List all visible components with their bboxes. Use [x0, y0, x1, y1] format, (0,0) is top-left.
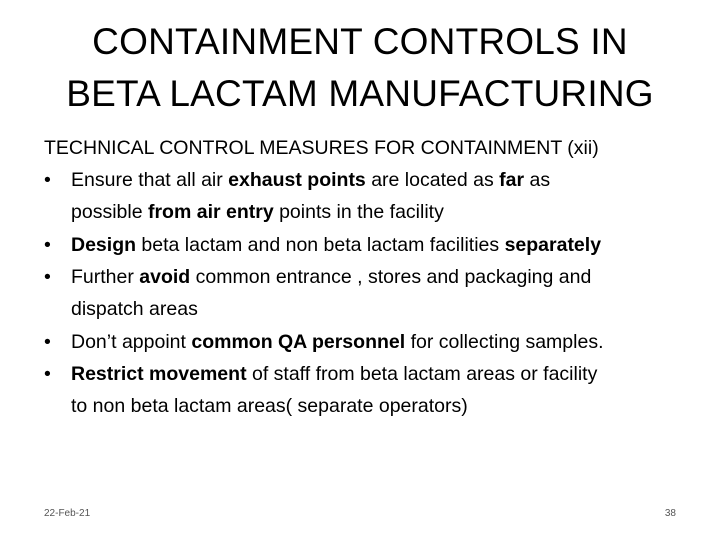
text-run: of staff from beta lactam areas or facility: [246, 363, 598, 385]
text-run: to non beta lactam areas( separate operators): [71, 395, 468, 417]
bullet-item: [44, 326, 684, 358]
footer-date: 22-Feb-21: [44, 508, 91, 519]
text-run: possible: [71, 201, 148, 223]
bullet-line: [71, 164, 684, 196]
bold-text: Design: [71, 234, 137, 256]
slide-body: [44, 132, 684, 423]
bullet-line: [71, 196, 684, 229]
bullet-list: [44, 164, 684, 423]
bullet-line: [71, 229, 684, 261]
slide-title: [0, 16, 720, 120]
text-run: common entrance , stores and packaging and: [190, 266, 592, 288]
section-heading: TECHNICAL CONTROL MEASURES FOR CONTAINMENT (xii): [44, 137, 599, 159]
text-run: beta lactam and non beta lactam facilities: [136, 234, 505, 256]
bullet-item: [44, 164, 684, 229]
bullet-line: [71, 390, 684, 423]
bold-text: Restrict movement: [71, 363, 247, 385]
text-run: Further: [71, 266, 140, 288]
text-run: as: [524, 169, 551, 191]
bullet-line: [71, 358, 684, 390]
bold-text: exhaust points: [228, 169, 366, 191]
text-run: points in the facility: [273, 201, 444, 223]
text-run: dispatch areas: [71, 298, 198, 320]
bullet-item: [44, 358, 684, 423]
text-run: Don’t appoint: [71, 331, 192, 353]
slide-title-line-1: CONTAINMENT CONTROLS IN: [92, 21, 628, 62]
bold-text: avoid: [139, 266, 191, 288]
bold-text: far: [499, 169, 525, 191]
bullet-line: [71, 326, 684, 358]
bold-text: common QA personnel: [191, 331, 406, 353]
bold-text: from air entry: [147, 201, 274, 223]
bold-text: separately: [504, 234, 602, 256]
slide-title-line-2: BETA LACTAM MANUFACTURING: [66, 73, 654, 114]
bullet-line: [71, 293, 684, 326]
bullet-item: [44, 229, 684, 261]
bullet-line: [71, 261, 684, 293]
text-run: are located as: [365, 169, 500, 191]
text-run: Ensure that all air: [71, 169, 229, 191]
page-number: 38: [664, 508, 676, 519]
text-run: for collecting samples.: [405, 331, 604, 353]
bullet-item: [44, 261, 684, 326]
